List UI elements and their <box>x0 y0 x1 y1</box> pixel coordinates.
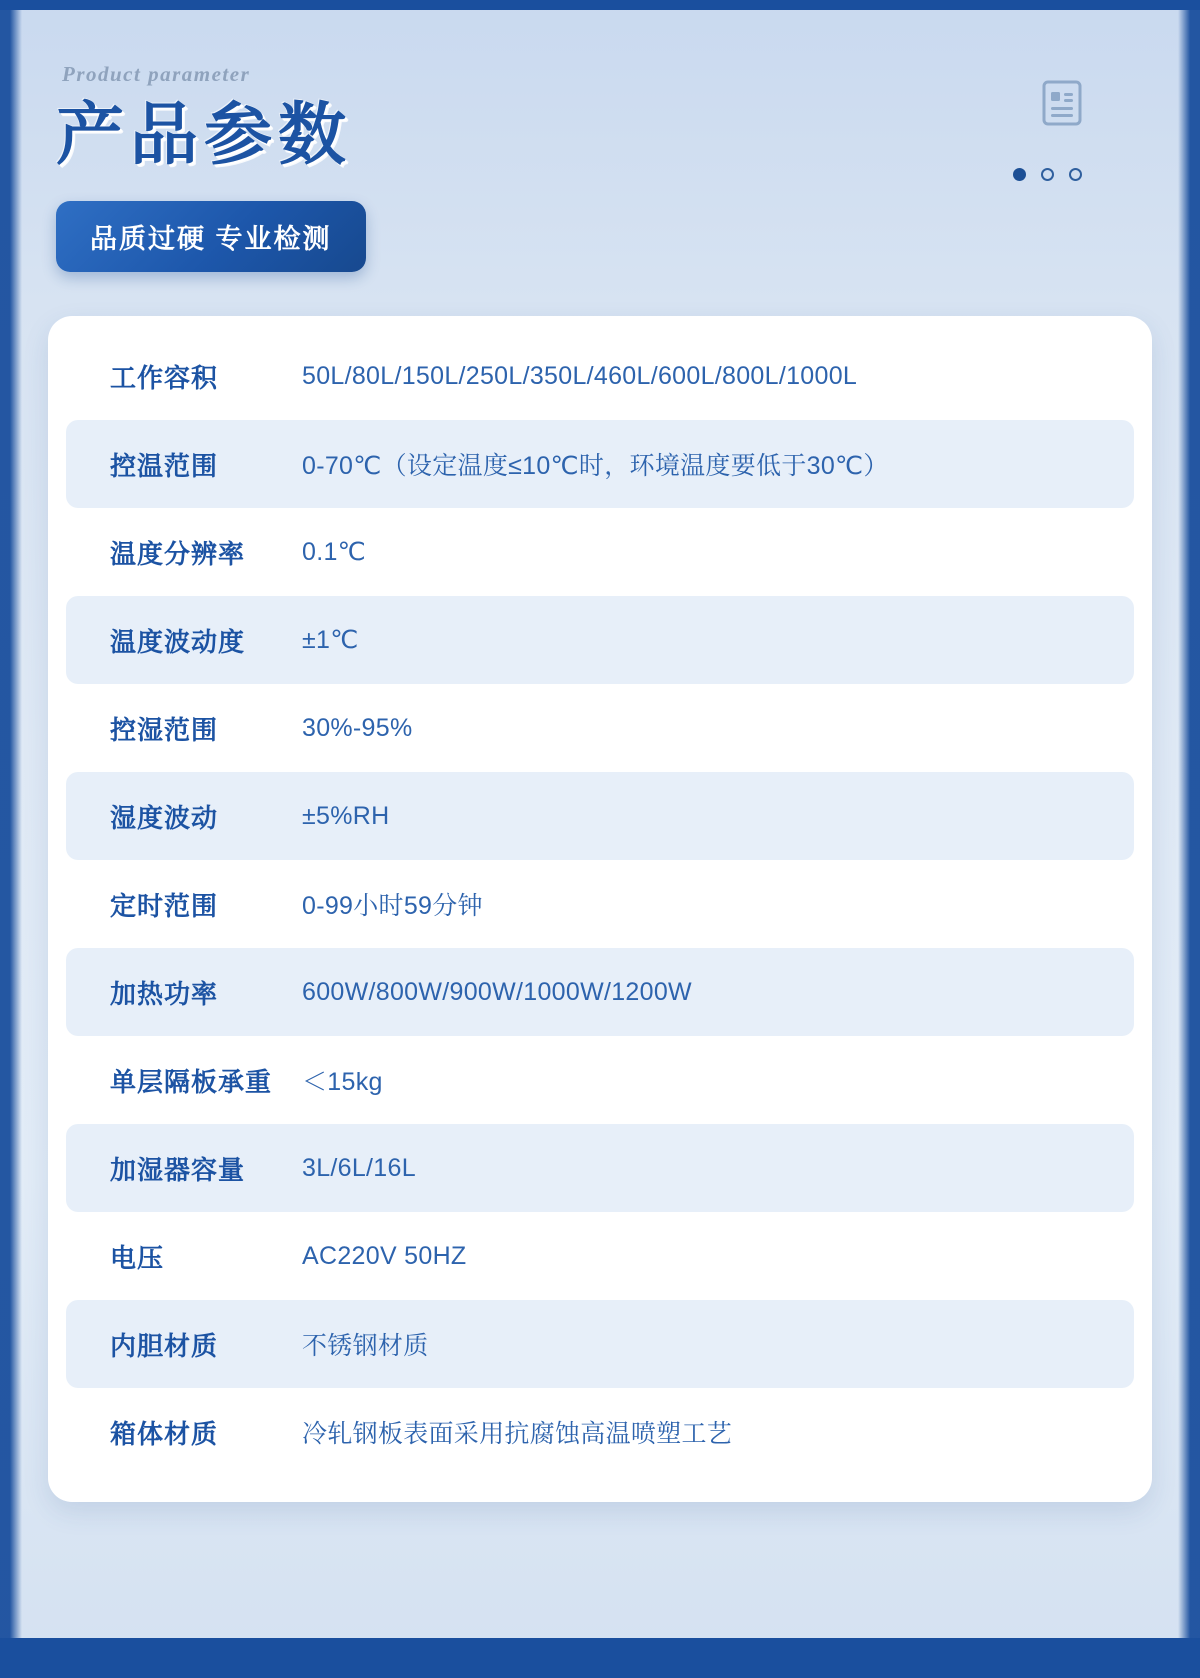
row-label: 湿度波动 <box>110 802 219 833</box>
row-label: 控温范围 <box>110 450 219 481</box>
row-label: 工作容积 <box>110 362 219 393</box>
table-row <box>66 1212 1134 1300</box>
eyebrow-text: Product parameter <box>62 62 251 86</box>
row-value: 冷轧钢板表面采用抗腐蚀高温喷塑工艺 <box>302 1420 733 1449</box>
bottom-band <box>0 1638 1200 1678</box>
document-icon <box>1042 80 1082 126</box>
table-row <box>66 596 1134 684</box>
row-value: 50L/80L/150L/250L/350L/460L/600L/800L/1000L <box>302 361 858 390</box>
page-header <box>0 0 1200 272</box>
table-row <box>66 948 1134 1036</box>
row-value: 3L/6L/16L <box>302 1153 416 1182</box>
row-label: 加湿器容量 <box>110 1154 246 1185</box>
table-row <box>66 332 1134 420</box>
row-label: 控湿范围 <box>110 714 219 745</box>
row-value: ±5%RH <box>302 801 390 830</box>
table-row <box>66 1388 1134 1476</box>
parameter-table <box>48 316 1152 1502</box>
pagination-dot-1[interactable] <box>1013 168 1026 181</box>
table-row <box>66 860 1134 948</box>
table-row <box>66 508 1134 596</box>
row-label: 温度分辨率 <box>110 538 246 569</box>
row-value: 600W/800W/900W/1000W/1200W <box>302 977 692 1006</box>
row-value: AC220V 50HZ <box>302 1241 467 1270</box>
row-value: 不锈钢材质 <box>302 1332 429 1361</box>
row-value: ＜15kg <box>302 1068 383 1097</box>
page-title: 产品参数 <box>56 97 353 173</box>
row-label: 定时范围 <box>110 890 219 921</box>
row-label: 温度波动度 <box>110 626 246 657</box>
pagination-dot-2[interactable] <box>1041 168 1054 181</box>
table-row <box>66 420 1134 508</box>
table-row <box>66 1124 1134 1212</box>
table-row <box>66 684 1134 772</box>
row-value: ±1℃ <box>302 626 359 655</box>
row-label: 电压 <box>110 1242 165 1273</box>
table-row <box>66 1300 1134 1388</box>
row-value: 0-70℃（设定温度≤10℃时，环境温度要低于30℃） <box>302 452 889 481</box>
tagline-badge: 品质过硬 专业检测 <box>56 201 366 272</box>
table-row <box>66 772 1134 860</box>
row-value: 0-99小时59分钟 <box>302 892 483 921</box>
row-label: 内胆材质 <box>110 1330 219 1361</box>
table-row <box>66 1036 1134 1124</box>
pagination-dot-3[interactable] <box>1069 168 1082 181</box>
row-value: 30%-95% <box>302 713 413 742</box>
row-label: 单层隔板承重 <box>110 1066 273 1097</box>
pagination-dots[interactable] <box>1013 168 1082 181</box>
row-value: 0.1℃ <box>302 538 367 567</box>
row-label: 加热功率 <box>110 978 219 1009</box>
row-label: 箱体材质 <box>110 1418 219 1449</box>
